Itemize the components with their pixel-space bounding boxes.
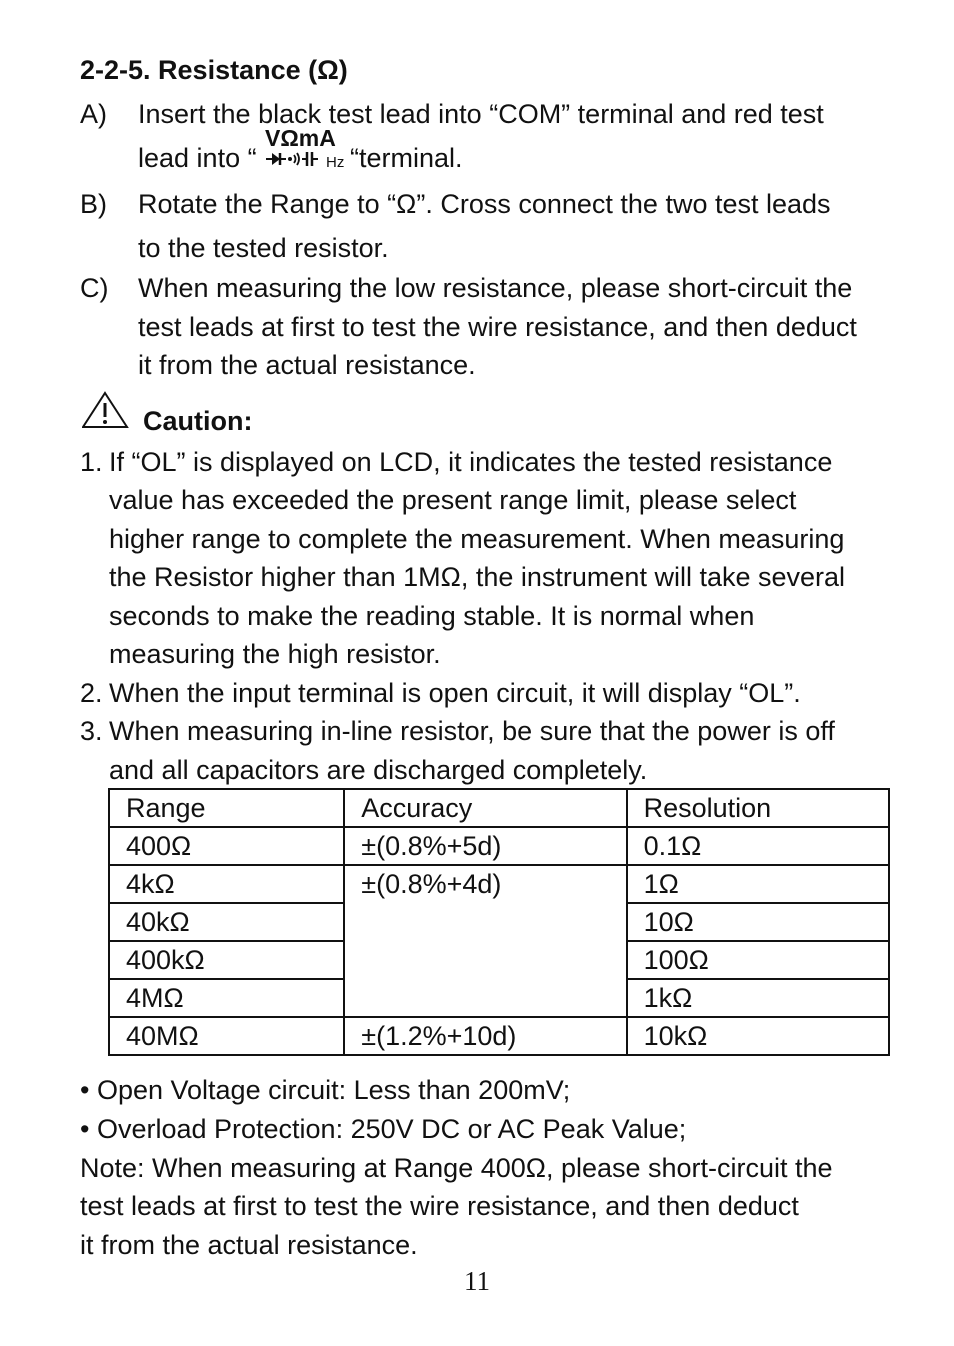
step-b-line-2: to the tested resistor.: [138, 233, 389, 263]
caution-item-2-line-1: When the input terminal is open circuit, it will display “OL”.: [109, 678, 801, 708]
section-title: 2-2-5. Resistance (Ω): [80, 55, 348, 85]
caution-item-1-line-2: value has exceeded the present range limit, please select: [109, 485, 797, 515]
caution-item-1-line-4: the Resistor higher than 1MΩ, the instrument will take several: [109, 562, 846, 592]
step-c-line-1: When measuring the low resistance, please short-circuit the: [138, 273, 853, 303]
terminal-symbol-label: VΩmA: [265, 125, 336, 151]
note-line-2: test leads at first to test the wire resistance, and then deduct: [80, 1191, 799, 1221]
caution-item-3-line-2: and all capacitors are discharged completely.: [109, 755, 648, 785]
warning-triangle-icon: [82, 390, 130, 430]
caution-item-1-line-1: If “OL” is displayed on LCD, it indicates the tested resistance: [109, 447, 833, 477]
range-cell: 40kΩ: [109, 903, 344, 941]
caution-title: Caution:: [143, 406, 253, 436]
caution-item-1-number: 1.: [80, 447, 103, 477]
bullet-open-voltage: • Open Voltage circuit: Less than 200mV;: [80, 1075, 571, 1105]
table-header-cell: Accuracy: [344, 789, 626, 827]
step-b-line-1: Rotate the Range to “Ω”. Cross connect the two test leads: [138, 189, 831, 219]
caution-item-3-number: 3.: [80, 716, 103, 746]
range-cell: 400Ω: [109, 827, 344, 865]
terminal-symbol-icon: [262, 124, 350, 170]
range-cell: 400kΩ: [109, 941, 344, 979]
caution-item-1-line-3: higher range to complete the measurement. When measuring: [109, 524, 845, 554]
resolution-cell: 10kΩ: [627, 1017, 889, 1055]
bullet-overload-protection: • Overload Protection: 250V DC or AC Peak Value;: [80, 1114, 687, 1144]
step-c-line-2: test leads at first to test the wire resistance, and then deduct: [138, 312, 857, 342]
resolution-cell: 1Ω: [627, 865, 889, 903]
step-a-line-1: Insert the black test lead into “COM” terminal and red test: [138, 99, 824, 129]
table-header-row: [109, 789, 889, 827]
step-c-line-3: it from the actual resistance.: [138, 350, 476, 380]
range-cell: 40MΩ: [109, 1017, 344, 1055]
resistance-spec-table: [108, 788, 890, 1056]
table-header-cell: Resolution: [627, 789, 889, 827]
accuracy-cell: ±(0.8%+5d): [344, 827, 626, 865]
table-row: [109, 1017, 889, 1055]
accuracy-cell: ±(1.2%+10d): [344, 1017, 626, 1055]
accuracy-cell: ±(0.8%+4d): [344, 865, 626, 1017]
caution-item-2-number: 2.: [80, 678, 103, 708]
table-row: [109, 865, 889, 903]
resolution-cell: 1kΩ: [627, 979, 889, 1017]
range-cell: 4kΩ: [109, 865, 344, 903]
step-b-letter: B): [80, 189, 107, 219]
step-a-letter: A): [80, 99, 107, 129]
step-a-line-2: lead into “: [138, 143, 257, 173]
resolution-cell: 100Ω: [627, 941, 889, 979]
range-cell: 4MΩ: [109, 979, 344, 1017]
resolution-cell: 0.1Ω: [627, 827, 889, 865]
page-number: 11: [464, 1266, 490, 1296]
table-row: [109, 827, 889, 865]
caution-item-3-line-1: When measuring in-line resistor, be sure that the power is off: [109, 716, 835, 746]
step-a-line-3: “terminal.: [350, 143, 463, 173]
note-line-1: Note: When measuring at Range 400Ω, please short-circuit the: [80, 1153, 833, 1183]
hz-label: Hz: [326, 154, 345, 170]
caution-item-1-line-6: measuring the high resistor.: [109, 639, 441, 669]
table-header-cell: Range: [109, 789, 344, 827]
note-line-3: it from the actual resistance.: [80, 1230, 418, 1260]
step-c-letter: C): [80, 273, 109, 303]
resolution-cell: 10Ω: [627, 903, 889, 941]
caution-item-1-line-5: seconds to make the reading stable. It is normal when: [109, 601, 755, 631]
